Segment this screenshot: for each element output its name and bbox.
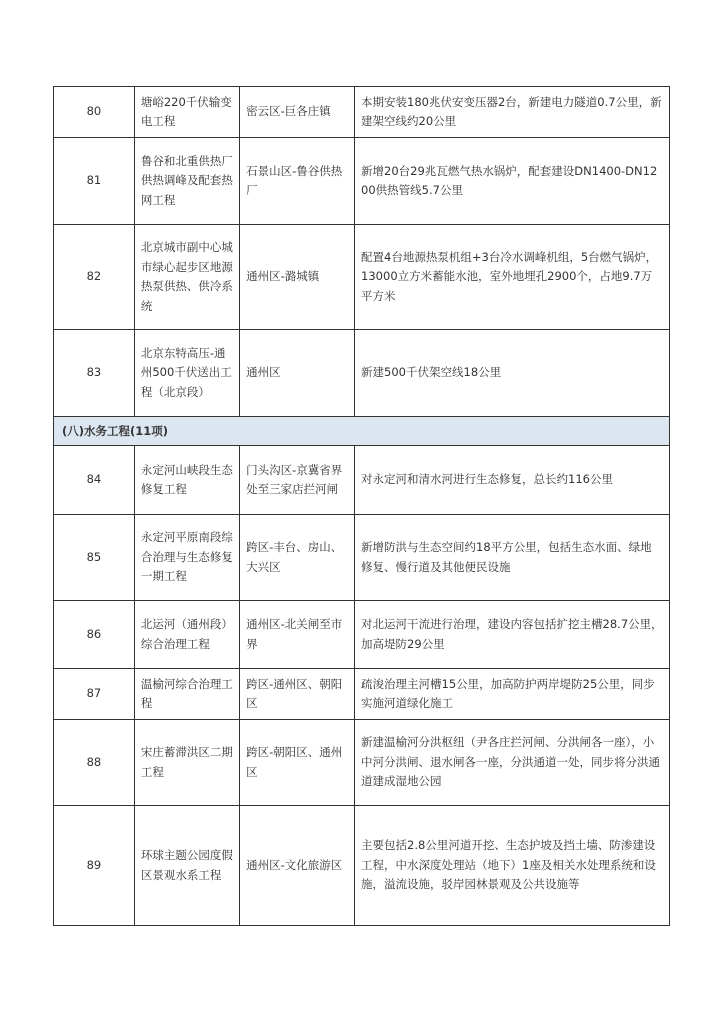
project-name: 温榆河综合治理工程 bbox=[134, 669, 239, 720]
row-number: 88 bbox=[54, 720, 135, 806]
project-content: 主要包括2.8公里河道开挖、生态护坡及挡土墙、防渗建设工程，中水深度处理站（地下）1座及相关水处理系统和设施，溢流设施，驳岸园林景观及公共设施等 bbox=[355, 806, 670, 926]
project-location: 通州区-文化旅游区 bbox=[240, 806, 355, 926]
project-location: 通州区 bbox=[240, 330, 355, 417]
row-number: 83 bbox=[54, 330, 135, 417]
project-name: 北京东特高压-通州500千伏送出工程（北京段） bbox=[134, 330, 239, 417]
project-content: 新增防洪与生态空间约18平方公里，包括生态水面、绿地修复、慢行道及其他便民设施 bbox=[355, 515, 670, 601]
project-location: 密云区-巨各庄镇 bbox=[240, 87, 355, 138]
project-location: 跨区-通州区、朝阳区 bbox=[240, 669, 355, 720]
project-content: 对永定河和清水河进行生态修复，总长约116公里 bbox=[355, 446, 670, 515]
project-location: 石景山区-鲁谷供热厂 bbox=[240, 138, 355, 225]
section-title: (八)水务工程(11项) bbox=[54, 417, 670, 446]
project-location: 跨区-朝阳区、通州区 bbox=[240, 720, 355, 806]
row-number: 84 bbox=[54, 446, 135, 515]
project-location: 门头沟区-京冀省界处至三家店拦河闸 bbox=[240, 446, 355, 515]
project-content: 对北运河干流进行治理，建设内容包括扩挖主槽28.7公里，加高堤防29公里 bbox=[355, 601, 670, 669]
project-location: 通州区-北关闸至市界 bbox=[240, 601, 355, 669]
project-name: 塘峪220千伏输变电工程 bbox=[134, 87, 239, 138]
row-number: 86 bbox=[54, 601, 135, 669]
table-row bbox=[54, 720, 670, 806]
project-content: 新建温榆河分洪枢纽（尹各庄拦河闸、分洪闸各一座），小中河分洪闸、退水闸各一座，分洪通道一处，同步将分洪通道建成湿地公园 bbox=[355, 720, 670, 806]
project-name: 永定河平原南段综合治理与生态修复一期工程 bbox=[134, 515, 239, 601]
table-row bbox=[54, 669, 670, 720]
project-name: 永定河山峡段生态修复工程 bbox=[134, 446, 239, 515]
table-row bbox=[54, 806, 670, 926]
project-table bbox=[53, 86, 670, 926]
table-row bbox=[54, 138, 670, 225]
project-name: 鲁谷和北重供热厂供热调峰及配套热网工程 bbox=[134, 138, 239, 225]
table-row bbox=[54, 87, 670, 138]
project-content: 配置4台地源热泵机组+3台冷水调峰机组，5台燃气锅炉，13000立方米蓄能水池，室外地埋孔2900个，占地9.7万平方米 bbox=[355, 225, 670, 330]
row-number: 82 bbox=[54, 225, 135, 330]
row-number: 85 bbox=[54, 515, 135, 601]
project-content: 疏浚治理主河槽15公里，加高防护两岸堤防25公里，同步实施河道绿化施工 bbox=[355, 669, 670, 720]
project-content: 新建500千伏架空线18公里 bbox=[355, 330, 670, 417]
project-name: 北京城市副中心城市绿心起步区地源热泵供热、供冷系统 bbox=[134, 225, 239, 330]
project-location: 通州区-潞城镇 bbox=[240, 225, 355, 330]
project-name: 宋庄蓄滞洪区二期工程 bbox=[134, 720, 239, 806]
table-row bbox=[54, 515, 670, 601]
row-number: 80 bbox=[54, 87, 135, 138]
section-header-row bbox=[54, 417, 670, 446]
table-row bbox=[54, 225, 670, 330]
table-row bbox=[54, 601, 670, 669]
project-name: 环球主题公园度假区景观水系工程 bbox=[134, 806, 239, 926]
row-number: 87 bbox=[54, 669, 135, 720]
table-row bbox=[54, 446, 670, 515]
project-location: 跨区-丰台、房山、大兴区 bbox=[240, 515, 355, 601]
project-table-body bbox=[54, 87, 670, 926]
project-content: 本期安装180兆伏安变压器2台，新建电力隧道0.7公里，新建架空线约20公里 bbox=[355, 87, 670, 138]
project-content: 新增20台29兆瓦燃气热水锅炉，配套建设DN1400-DN1200供热管线5.7公里 bbox=[355, 138, 670, 225]
project-name: 北运河（通州段）综合治理工程 bbox=[134, 601, 239, 669]
table-row bbox=[54, 330, 670, 417]
row-number: 89 bbox=[54, 806, 135, 926]
row-number: 81 bbox=[54, 138, 135, 225]
